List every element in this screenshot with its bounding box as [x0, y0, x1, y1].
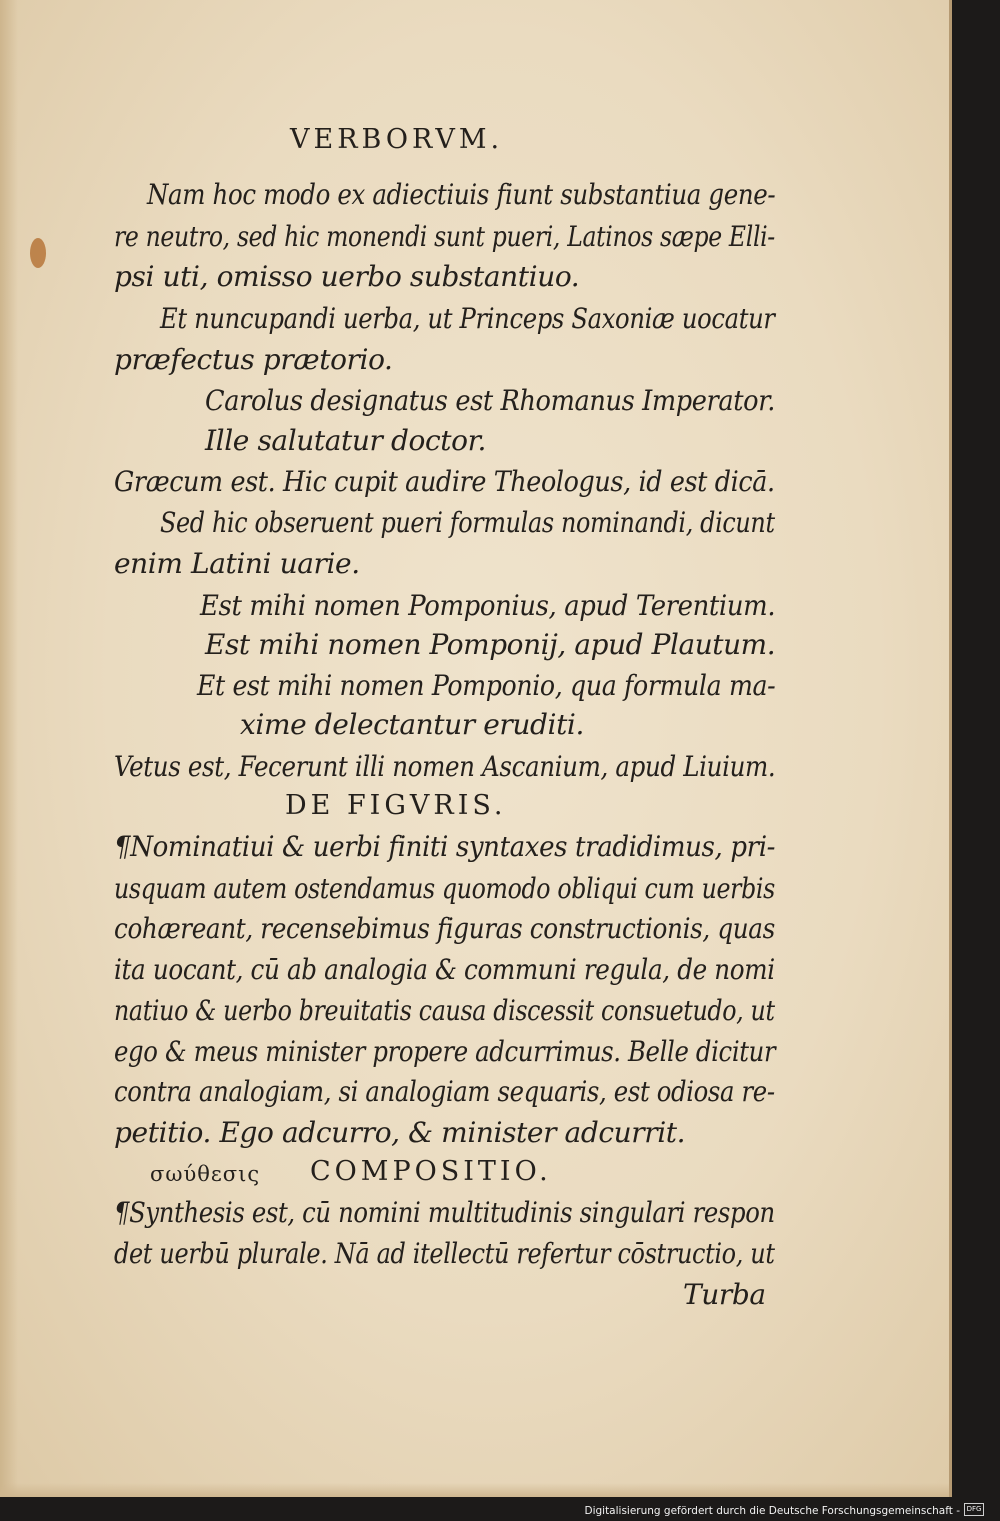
text-line: Est mihi nomen Pomponius, apud Terentium. [200, 589, 776, 622]
text-line: enim Latini uarie. [114, 547, 360, 580]
text-line: Nam hoc modo ex adiectiuis fiunt substantiua gene- [147, 178, 776, 211]
section-heading: COMPOSITIO. [310, 1156, 552, 1187]
dfg-logo: DFG [964, 1503, 984, 1516]
text-line: Vetus est, Fecerunt illi nomen Ascanium, apud Liuium. [114, 750, 776, 783]
text-line: Est mihi nomen Pomponij, apud Plautum. [205, 628, 776, 661]
text-line: petitio. Ego adcurro, & minister adcurrit. [114, 1116, 686, 1149]
text-line: præfectus prætorio. [114, 343, 393, 376]
running-header: VERBORVM. [290, 124, 504, 155]
ink-stain [30, 238, 46, 268]
catchword: Turba [683, 1278, 766, 1311]
text-line: cohæreant, recensebimus figuras constructionis, quas [114, 912, 775, 945]
text-line: Et nuncupandi uerba, ut Princeps Saxoniæ uocatur [160, 302, 775, 335]
text-line: Ille salutatur doctor. [205, 424, 486, 457]
text-line: re neutro, sed hic monendi sunt pueri, Latinos sæpe Elli- [114, 220, 775, 253]
text-line: contra analogiam, si analogiam sequaris, est odiosa re- [114, 1075, 775, 1108]
section-heading: DE FIGVRIS. [285, 790, 507, 821]
text-line: ego & meus minister propere adcurrimus. Belle dicitur [114, 1035, 776, 1068]
text-line: usquam autem ostendamus quomodo obliqui cum uerbis [114, 872, 775, 905]
text-line: ¶Nominatiui & uerbi finiti syntaxes tradidimus, pri- [114, 830, 776, 863]
text-line: Et est mihi nomen Pomponio, qua formula ma- [197, 669, 776, 702]
text-line: xime delectantur eruditi. [240, 708, 584, 741]
text-line: Græcum est. Hic cupit audire Theologus, id est dicā. [114, 465, 775, 498]
text-line: Carolus designatus est Rhomanus Imperator. [205, 384, 776, 417]
digitization-credit: Digitalisierung gefördert durch die Deutsche Forschungsgemeinschaft - [584, 1505, 960, 1517]
text-line: det uerbū plurale. Nā ad itellectū refertur cōstructio, ut [114, 1237, 775, 1270]
text-line: natiuo & uerbo breuitatis causa discessit consuetudo, ut [114, 994, 775, 1027]
text-line: Sed hic obseruent pueri formulas nominandi, dicunt [160, 506, 775, 539]
text-line: ita uocant, cū ab analogia & communi regula, de nomi [114, 953, 775, 986]
greek-term: σωύθεσις [150, 1162, 261, 1186]
text-line: psi uti, omisso uerbo substantiuo. [114, 260, 580, 293]
text-line: ¶Synthesis est, cū nomini multitudinis singulari respon [114, 1196, 775, 1229]
